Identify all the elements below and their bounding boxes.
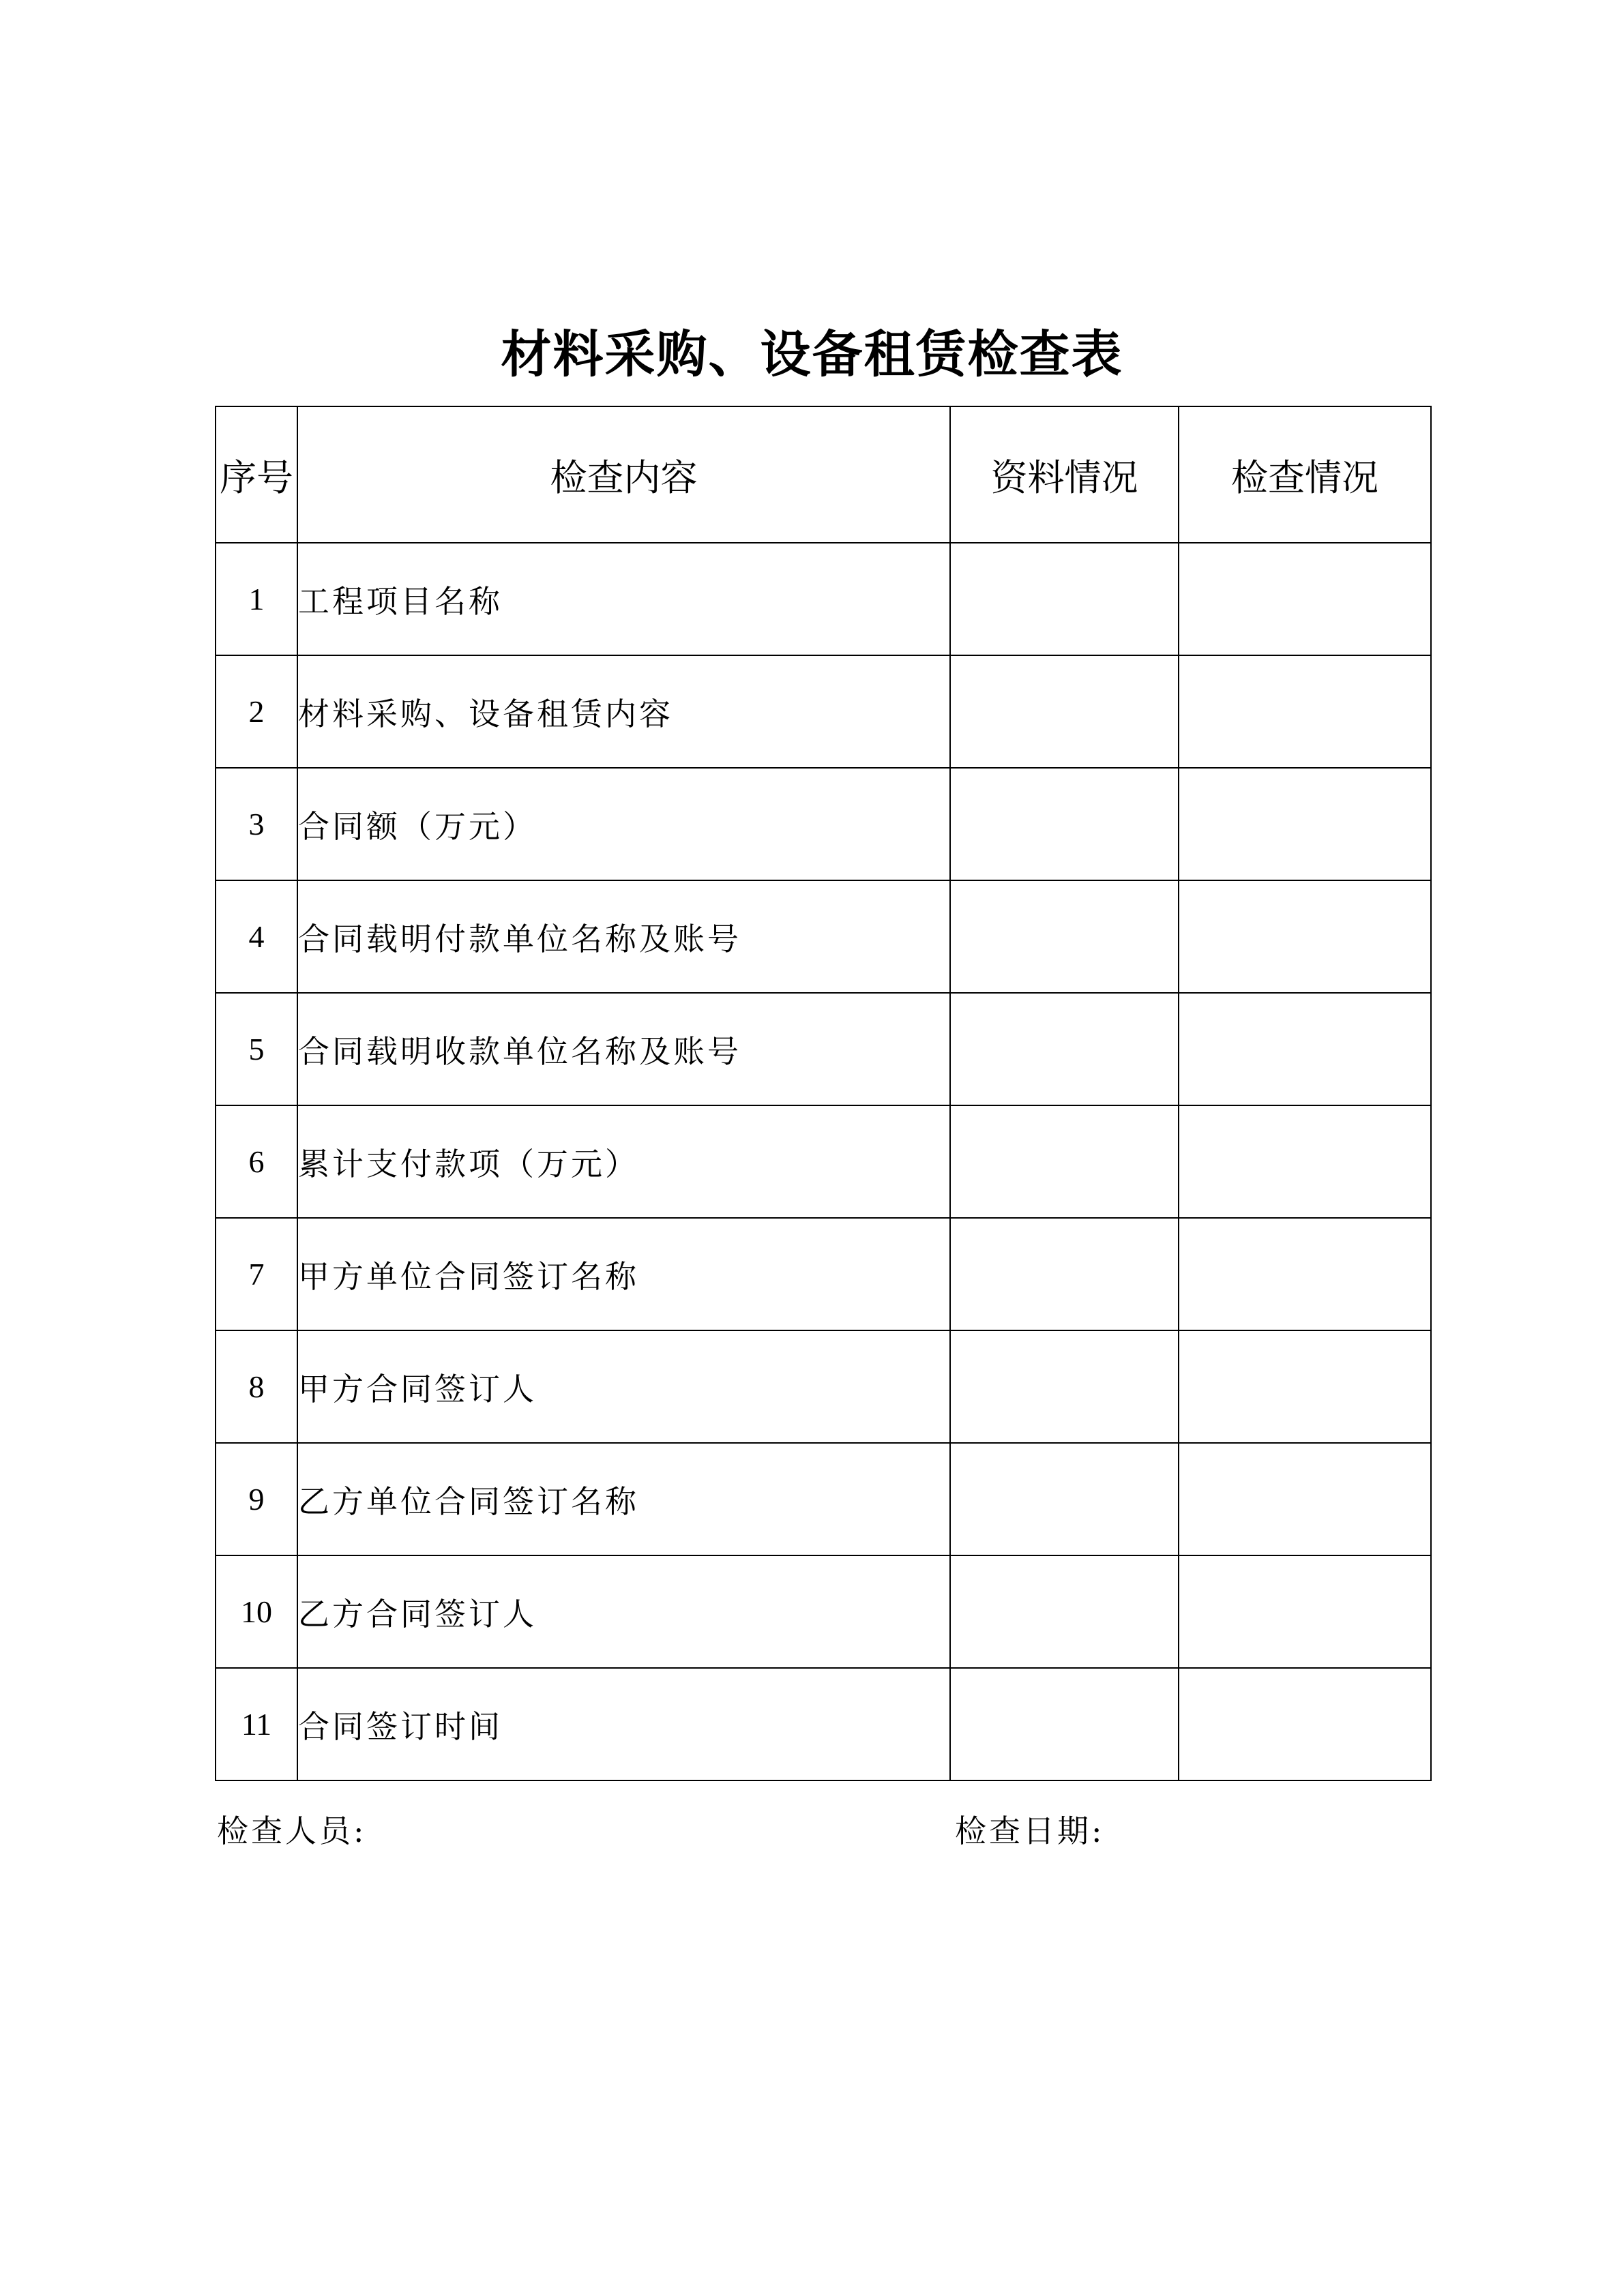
table-body	[216, 543, 1431, 1780]
row-number: 8	[216, 1330, 297, 1443]
row-inspection-cell[interactable]	[1179, 543, 1431, 655]
row-materials-cell[interactable]	[950, 1218, 1179, 1330]
row-check-content: 乙方单位合同签订名称	[297, 1443, 950, 1555]
row-inspection-cell[interactable]	[1179, 655, 1431, 768]
row-number: 3	[216, 768, 297, 880]
row-check-content: 材料采购、设备租赁内容	[297, 655, 950, 768]
row-materials-cell[interactable]	[950, 1105, 1179, 1218]
row-number: 5	[216, 993, 297, 1105]
row-check-content: 合同额（万元）	[297, 768, 950, 880]
row-number: 1	[216, 543, 297, 655]
row-materials-cell[interactable]	[950, 880, 1179, 993]
row-check-content: 甲方合同签订人	[297, 1330, 950, 1443]
table-row	[216, 1668, 1431, 1780]
row-check-content: 合同载明收款单位名称及账号	[297, 993, 950, 1105]
row-inspection-cell[interactable]	[1179, 993, 1431, 1105]
row-number: 11	[216, 1668, 297, 1780]
row-inspection-cell[interactable]	[1179, 880, 1431, 993]
header-content: 检查内容	[297, 406, 950, 543]
row-inspection-cell[interactable]	[1179, 1443, 1431, 1555]
row-materials-cell[interactable]	[950, 1443, 1179, 1555]
row-number: 10	[216, 1555, 297, 1668]
table-row	[216, 1105, 1431, 1218]
row-number: 9	[216, 1443, 297, 1555]
row-materials-cell[interactable]	[950, 655, 1179, 768]
row-check-content: 甲方单位合同签订名称	[297, 1218, 950, 1330]
row-inspection-cell[interactable]	[1179, 768, 1431, 880]
row-number: 2	[216, 655, 297, 768]
row-materials-cell[interactable]	[950, 1330, 1179, 1443]
row-check-content: 累计支付款项（万元）	[297, 1105, 950, 1218]
row-materials-cell[interactable]	[950, 993, 1179, 1105]
page-title: 材料采购、设备租赁检查表	[501, 325, 1123, 384]
row-number: 7	[216, 1218, 297, 1330]
row-check-content: 合同签订时间	[297, 1668, 950, 1780]
header-materials: 资料情况	[950, 406, 1179, 543]
row-inspection-cell[interactable]	[1179, 1330, 1431, 1443]
header-inspection: 检查情况	[1179, 406, 1431, 543]
table-row	[216, 1443, 1431, 1555]
row-materials-cell[interactable]	[950, 1668, 1179, 1780]
table-row	[216, 768, 1431, 880]
row-materials-cell[interactable]	[950, 1555, 1179, 1668]
date-label: 检查日期:	[955, 1813, 1105, 1849]
table-row	[216, 1555, 1431, 1668]
check-table	[215, 406, 1432, 1781]
table-row	[216, 880, 1431, 993]
table-row	[216, 543, 1431, 655]
row-inspection-cell[interactable]	[1179, 1218, 1431, 1330]
table-row	[216, 1218, 1431, 1330]
table-row	[216, 993, 1431, 1105]
row-check-content: 乙方合同签订人	[297, 1555, 950, 1668]
table-row	[216, 1330, 1431, 1443]
table-row	[216, 655, 1431, 768]
row-check-content: 工程项目名称	[297, 543, 950, 655]
table-header-row	[216, 406, 1431, 543]
row-number: 4	[216, 880, 297, 993]
row-inspection-cell[interactable]	[1179, 1555, 1431, 1668]
row-inspection-cell[interactable]	[1179, 1105, 1431, 1218]
row-materials-cell[interactable]	[950, 768, 1179, 880]
row-check-content: 合同载明付款单位名称及账号	[297, 880, 950, 993]
row-materials-cell[interactable]	[950, 543, 1179, 655]
header-no: 序号	[216, 406, 297, 543]
row-number: 6	[216, 1105, 297, 1218]
inspector-label: 检查人员:	[217, 1813, 367, 1849]
row-inspection-cell[interactable]	[1179, 1668, 1431, 1780]
